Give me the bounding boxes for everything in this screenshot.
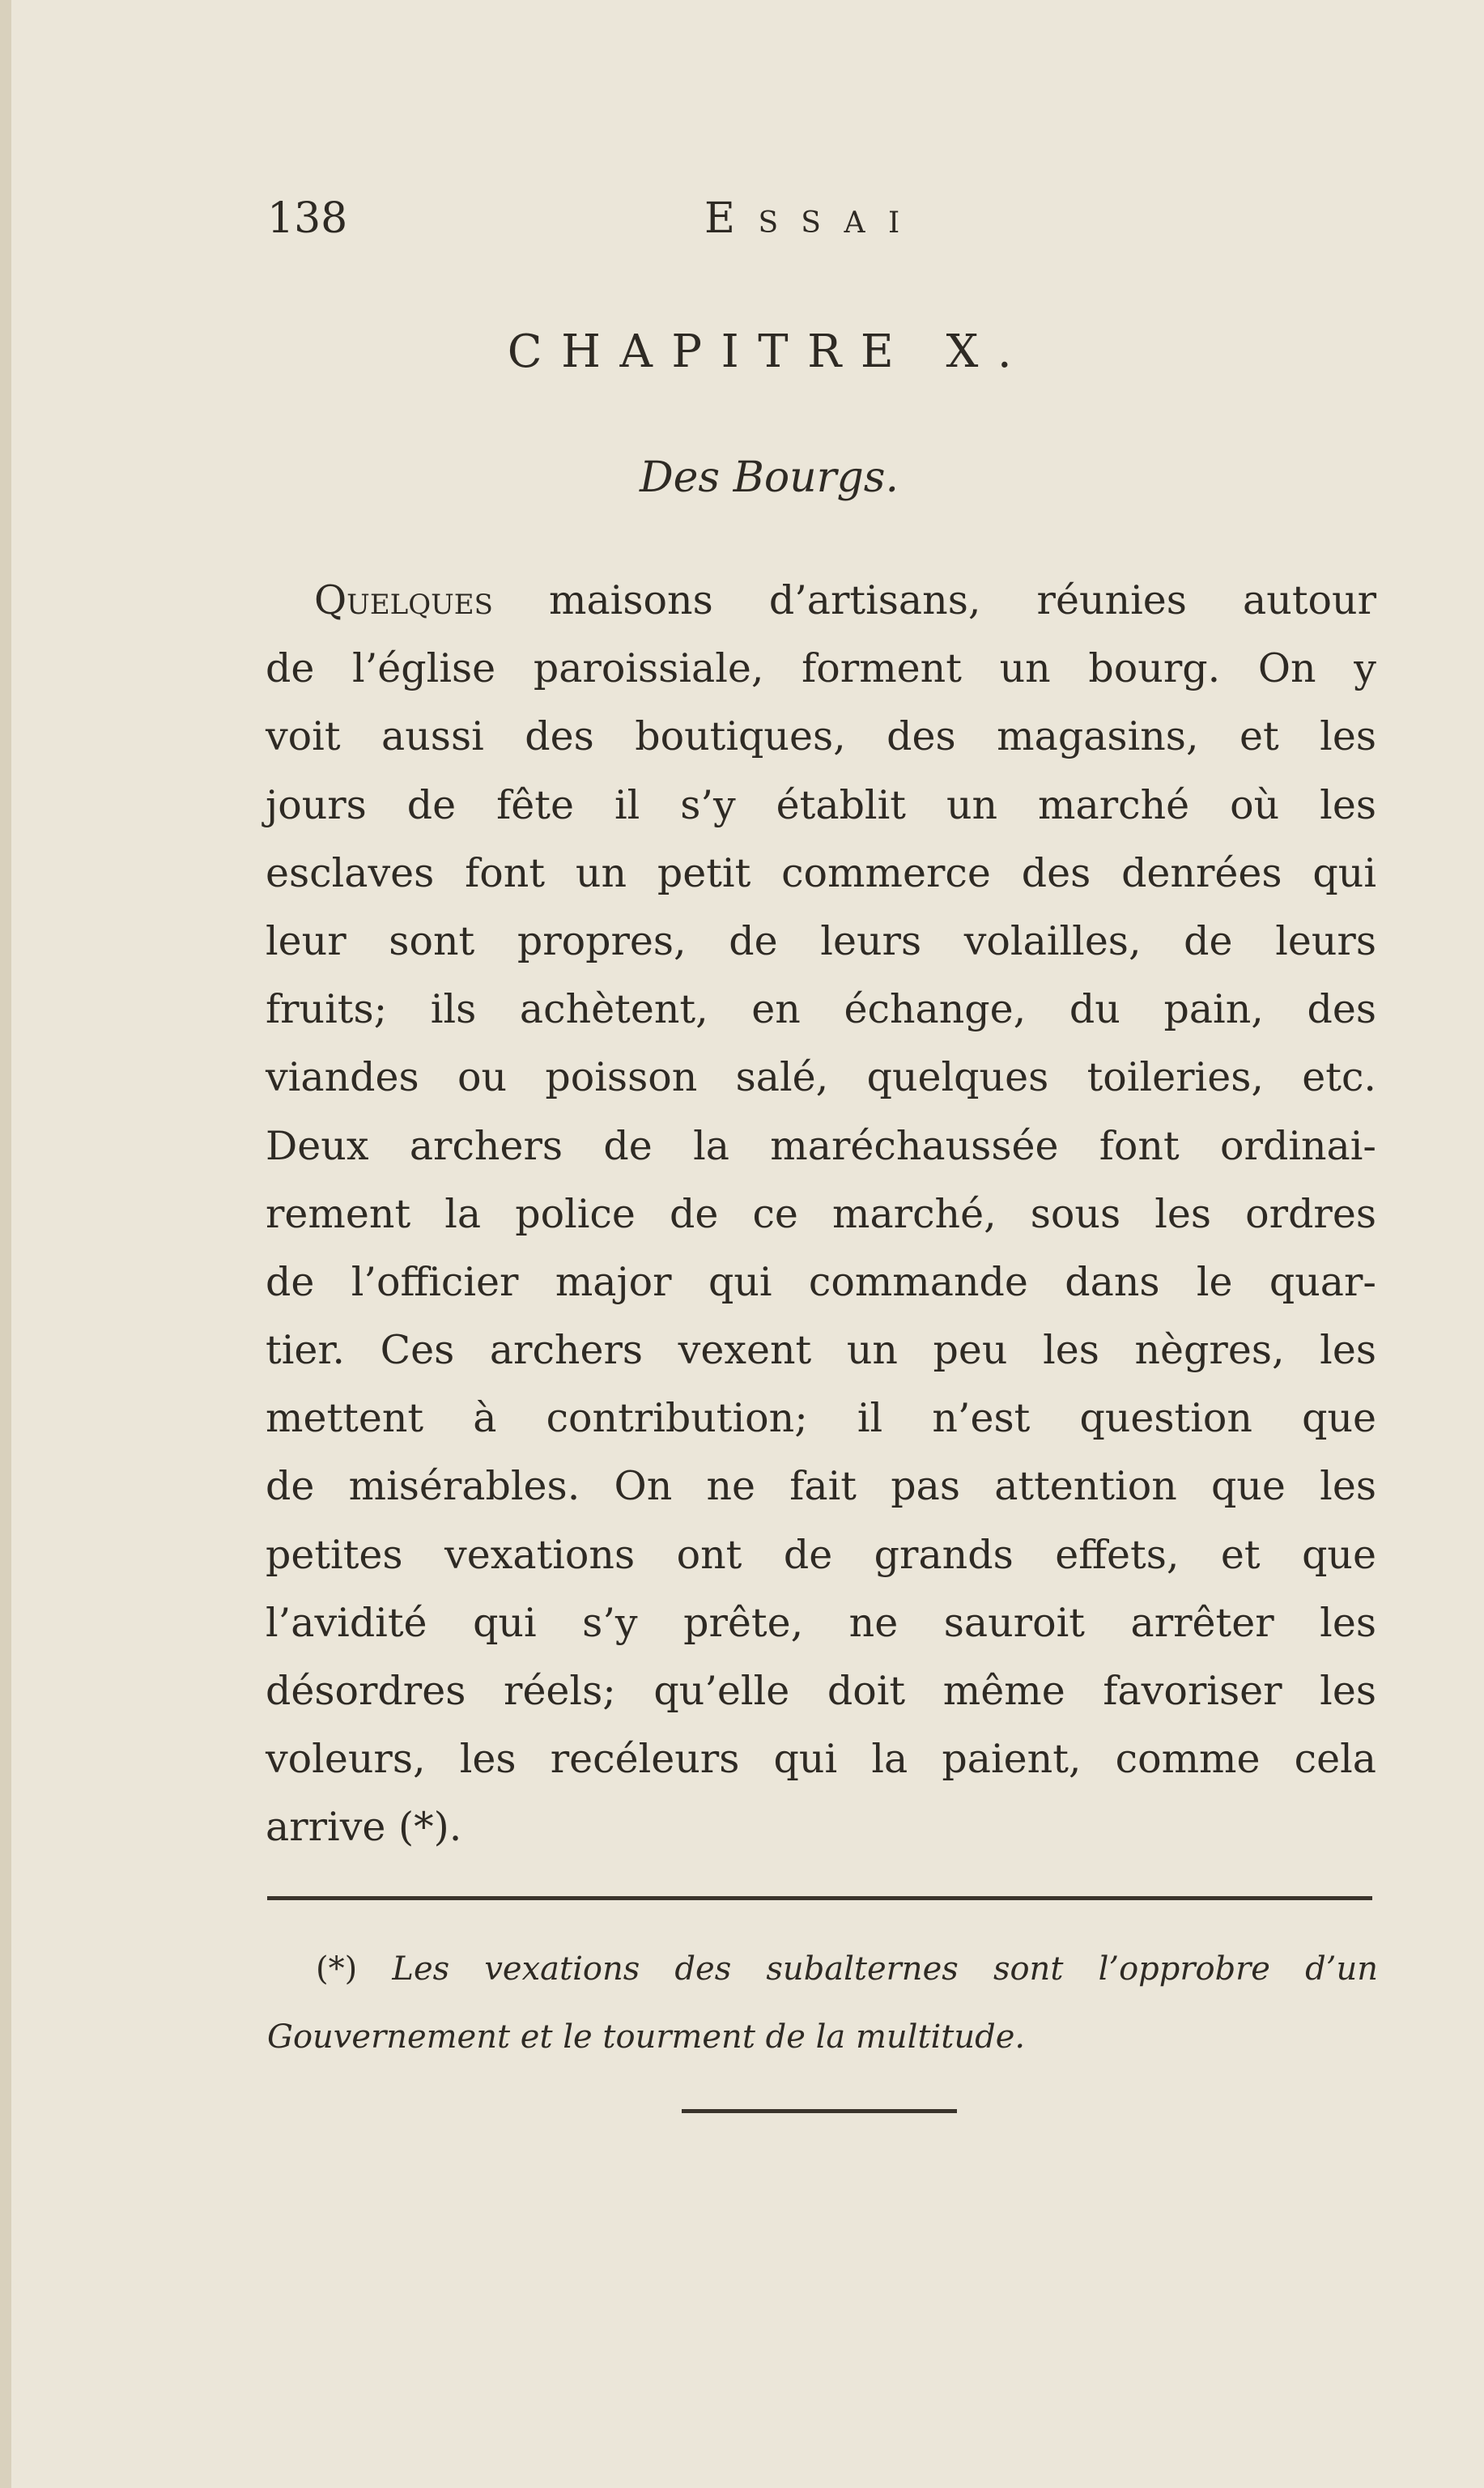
- section-title: Des Bourgs.: [639, 453, 899, 502]
- text-line: leur sont propres, de leurs volailles, de leurs: [266, 917, 1376, 964]
- text-line: l’avidité qui s’y prête, ne sauroit arrêter les: [266, 1599, 1376, 1646]
- text-line: Deux archers de la maréchaussée font ordinai-: [266, 1122, 1376, 1169]
- footnote-marker: (*): [316, 1950, 393, 1988]
- running-head: [267, 190, 1401, 247]
- text-line: esclaves font un petit commerce des denrées qui: [266, 849, 1376, 896]
- page-number: 138: [267, 194, 348, 243]
- paragraph: [266, 567, 1376, 1862]
- text-line: tier. Ces archers vexent un peu les nègres, les: [266, 1327, 1376, 1374]
- text-line: rement la police de ce marché, sous les ordres: [266, 1190, 1376, 1237]
- text-line: de l’officier major qui commande dans le quar-: [266, 1258, 1376, 1305]
- text-line: voit aussi des boutiques, des magasins, et les: [266, 713, 1376, 760]
- text-line: viandes ou poisson salé, quelques toileries, etc.: [266, 1054, 1376, 1101]
- footnote-text: Les vexations des subalternes sont l’opprobre d’un: [392, 1950, 1378, 1988]
- text-line: désordres réels; qu’elle doit même favoriser les: [266, 1668, 1376, 1714]
- footnote-line-1: [267, 1935, 1378, 2003]
- end-rule: [682, 2109, 957, 2113]
- footnote-separator-rule: [267, 1896, 1372, 1900]
- chapter-heading: CHAPITRE X.: [507, 325, 1031, 378]
- text-line: jours de fête il s’y établit un marché où les: [266, 781, 1376, 828]
- footnote-line-2: Gouvernement et le tourment de la multitude.: [267, 2018, 1026, 2056]
- text-line: de misérables. On ne fait pas attention que les: [266, 1463, 1376, 1510]
- text-line-fragment: maisons d’artisans, réunies autour: [492, 577, 1376, 623]
- text-line: de l’église paroissiale, forment un bourg. On y: [266, 645, 1376, 692]
- lead-word: Quelques: [314, 577, 493, 623]
- footnote: [267, 1935, 1378, 2071]
- text-line-last: arrive (*).: [266, 1804, 462, 1851]
- text-line-first: [266, 567, 1376, 635]
- text-line: petites vexations ont de grands effets, et que: [266, 1531, 1376, 1578]
- text-line: voleurs, les recéleurs qui la paient, comme cela: [266, 1736, 1376, 1783]
- text-line: fruits; ils achètent, en échange, du pain, des: [266, 986, 1376, 1033]
- text-line: mettent à contribution; il n’est question que: [266, 1395, 1376, 1442]
- running-title: Essai: [704, 194, 923, 243]
- page-gutter-edge: [0, 0, 11, 2488]
